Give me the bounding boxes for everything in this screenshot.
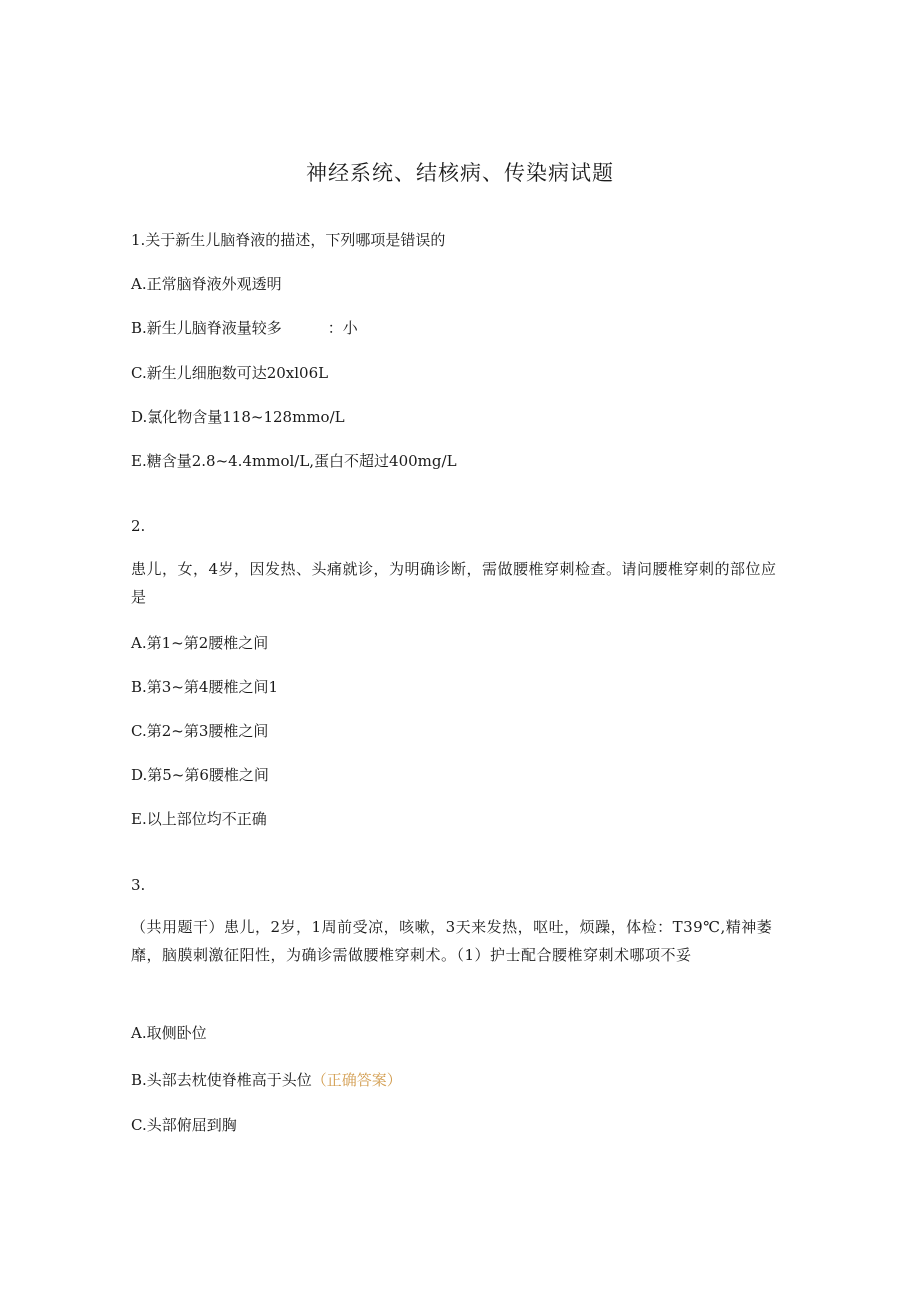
q3-number: 3.	[131, 876, 146, 894]
q2-stem: 患儿，女，4岁，因发热、头痛就诊，为明确诊断，需做腰椎穿刺检查。请问腰椎穿刺的部位应是	[131, 560, 777, 606]
q3-option-b	[131, 1069, 402, 1091]
q1-option-c: C.新生儿细胞数可达20xl06L	[131, 364, 329, 382]
q1-option-a: A.正常脑脊液外观透明	[131, 275, 282, 293]
q2-option-c: C.第2~第3腰椎之间	[131, 722, 269, 740]
q2-option-e: E.以上部位均不正确	[131, 810, 267, 828]
q1-option-b-note: ：小	[327, 319, 358, 337]
q2-option-b: B.第3~第4腰椎之间1	[131, 678, 278, 696]
q3-option-a: A.取侧卧位	[131, 1024, 207, 1042]
q1-option-b-text: B.新生儿脑脊液量较多	[131, 319, 282, 337]
q2-option-d: D.第5~第6腰椎之间	[131, 766, 269, 784]
q3-option-b-text: B.头部去枕使脊椎高于头位	[131, 1071, 312, 1089]
q3-option-c: C.头部俯屈到胸	[131, 1116, 237, 1134]
q1-option-d: D.氯化物含量118~128mmo∕L	[131, 408, 345, 426]
correct-answer-marker: （正确答案）	[311, 1071, 402, 1089]
q3-stem: （共用题干）患儿，2岁，1周前受凉，咳嗽，3天来发热，呕吐，烦躁，体检：T39℃,精神萎靡，脑膜刺激征阳性，为确诊需做腰椎穿刺术。（1）护士配合腰椎穿刺术哪项不妥	[131, 918, 773, 964]
q1-option-e: E.糖含量2.8~4.4mmol∕L,蛋白不超过400mg∕L	[131, 452, 457, 470]
q2-number: 2.	[131, 517, 146, 535]
q1-stem: 1.关于新生儿脑脊液的描述，下列哪项是错误的	[131, 231, 446, 249]
q1-option-b	[131, 317, 358, 339]
page-title: 神经系统、结核病、传染病试题	[306, 161, 614, 185]
q2-option-a: A.第1~第2腰椎之间	[131, 634, 269, 652]
